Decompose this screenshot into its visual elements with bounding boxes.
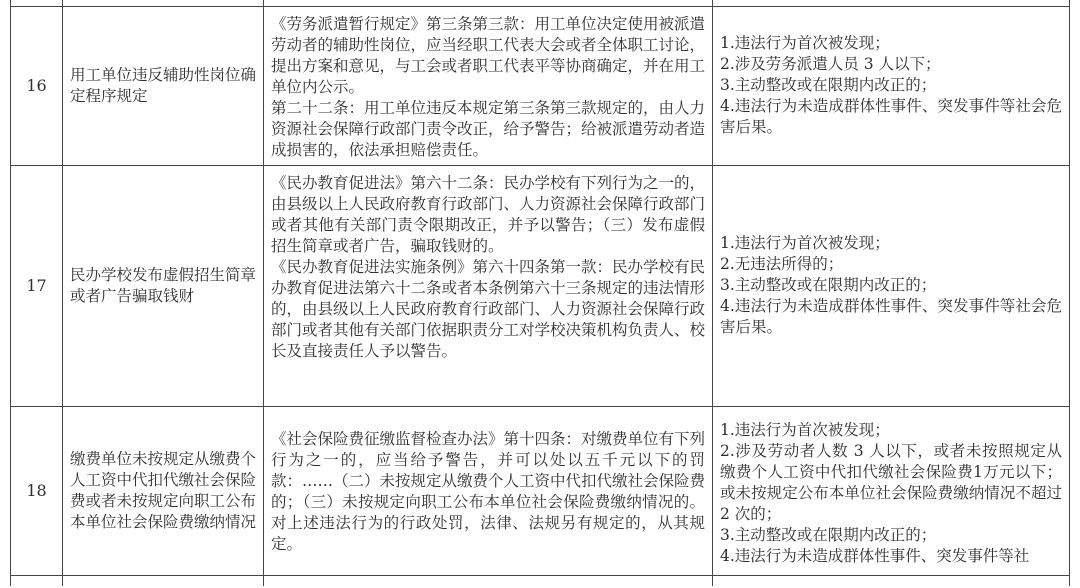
conditions-cell — [713, 406, 1070, 575]
stub-cell — [11, 575, 63, 586]
violation-cell — [63, 6, 264, 165]
condition-item: 3.主动整改或在限期内改正的； — [720, 76, 937, 94]
table-row — [11, 165, 1070, 406]
penalty-rules-table — [10, 0, 1070, 586]
stub-cell — [713, 575, 1070, 586]
conditions-cell — [713, 165, 1070, 406]
row-number: 18 — [11, 406, 63, 575]
condition-item: 4.违法行为未造成群体性事件、突发事件等社 — [720, 546, 1030, 565]
conditions-cell — [713, 6, 1070, 165]
legal-basis-paragraph: 《民办教育促进法》第六十二条：民办学校有下列行为之一的，由县级以上人民政府教育行政部门、人力资源社会保障行政部门或者其他有关部门责令限期改正，并予以警告；（三）发布虚假招生简章或者广告，骗取钱财的。 — [271, 173, 706, 255]
stub-cell — [63, 575, 264, 586]
legal-basis-cell — [264, 406, 713, 575]
legal-basis-paragraph: 第二十二条：用工单位违反本规定第三条第三款规定的，由人力资源社会保障行政部门责令改正，给予警告；给被派遣劳动者造成损害的，依法承担赔偿责任。 — [271, 98, 706, 159]
table-row — [11, 406, 1070, 575]
condition-item: 2.涉及劳动者人数 3 人以下，或者未按照规定从缴费个人工资中代扣代缴社会保险费1万元以下；或未按规定公布本单位社会保险费缴纳情况不超过 2 次的； — [720, 441, 1062, 523]
condition-item: 1.违法行为首次被发现； — [720, 34, 890, 52]
condition-item: 1.违法行为首次被发现； — [720, 234, 890, 252]
condition-item: 2.涉及劳务派遣人员 3 人以下； — [720, 55, 941, 73]
violation-text: 民办学校发布虚假招生简章或者广告骗取钱财 — [70, 265, 257, 305]
legal-basis-paragraph: 《民办教育促进法实施条例》第六十四条第一款：民办学校有民办教育促进法第六十二条或者本条例第六十三条规定的违法情形的，由县级以上人民政府教育行政部门、人力资源社会保障行政部门或者其他有关部门依据职责分工对学校决策机构负责人、校长及直接责任人予以警告。 — [271, 257, 706, 360]
row-number: 16 — [11, 6, 63, 165]
condition-item: 1.违法行为首次被发现； — [720, 420, 890, 439]
condition-item: 4.违法行为未造成群体性事件、突发事件等社会危害后果。 — [720, 97, 1062, 136]
violation-text: 缴费单位未按规定从缴费个人工资中代扣代缴社会保险费或者未按规定向职工公布本单位社会保险费缴纳情况 — [70, 449, 257, 531]
condition-item: 3.主动整改或在限期内改正的； — [720, 276, 937, 294]
table-row — [11, 6, 1070, 165]
next-row-fragment — [11, 575, 1070, 586]
violation-cell — [63, 406, 264, 575]
stub-cell — [264, 575, 713, 586]
condition-item: 3.主动整改或在限期内改正的； — [720, 525, 937, 544]
row-number: 17 — [11, 165, 63, 406]
violation-cell — [63, 165, 264, 406]
violation-text: 用工单位违反辅助性岗位确定程序规定 — [70, 65, 257, 105]
legal-basis-cell — [264, 6, 713, 165]
condition-item: 4.违法行为未造成群体性事件、突发事件等社会危害后果。 — [720, 297, 1062, 336]
legal-basis-cell — [264, 165, 713, 406]
legal-basis-paragraph: 《社会保险费征缴监督检查办法》第十四条：对缴费单位有下列行为之一的，应当给予警告，并可以处以五千元以下的罚款：……（二）未按规定从缴费个人工资中代扣代缴社会保险费的；（三）未按规定向职工公布本单位社会保险费缴纳情况的。对上述违法行为的行政处罚，法律、法规另有规定的，从其规定。 — [271, 430, 706, 553]
legal-basis-paragraph: 《劳务派遣暂行规定》第三条第三款：用工单位决定使用被派遣劳动者的辅助性岗位，应当经职工代表大会或者全体职工讨论，提出方案和意见，与工会或者职工代表平等协商确定，并在用工单位内公示。 — [271, 14, 706, 96]
condition-item: 2.无违法所得的； — [720, 255, 844, 273]
